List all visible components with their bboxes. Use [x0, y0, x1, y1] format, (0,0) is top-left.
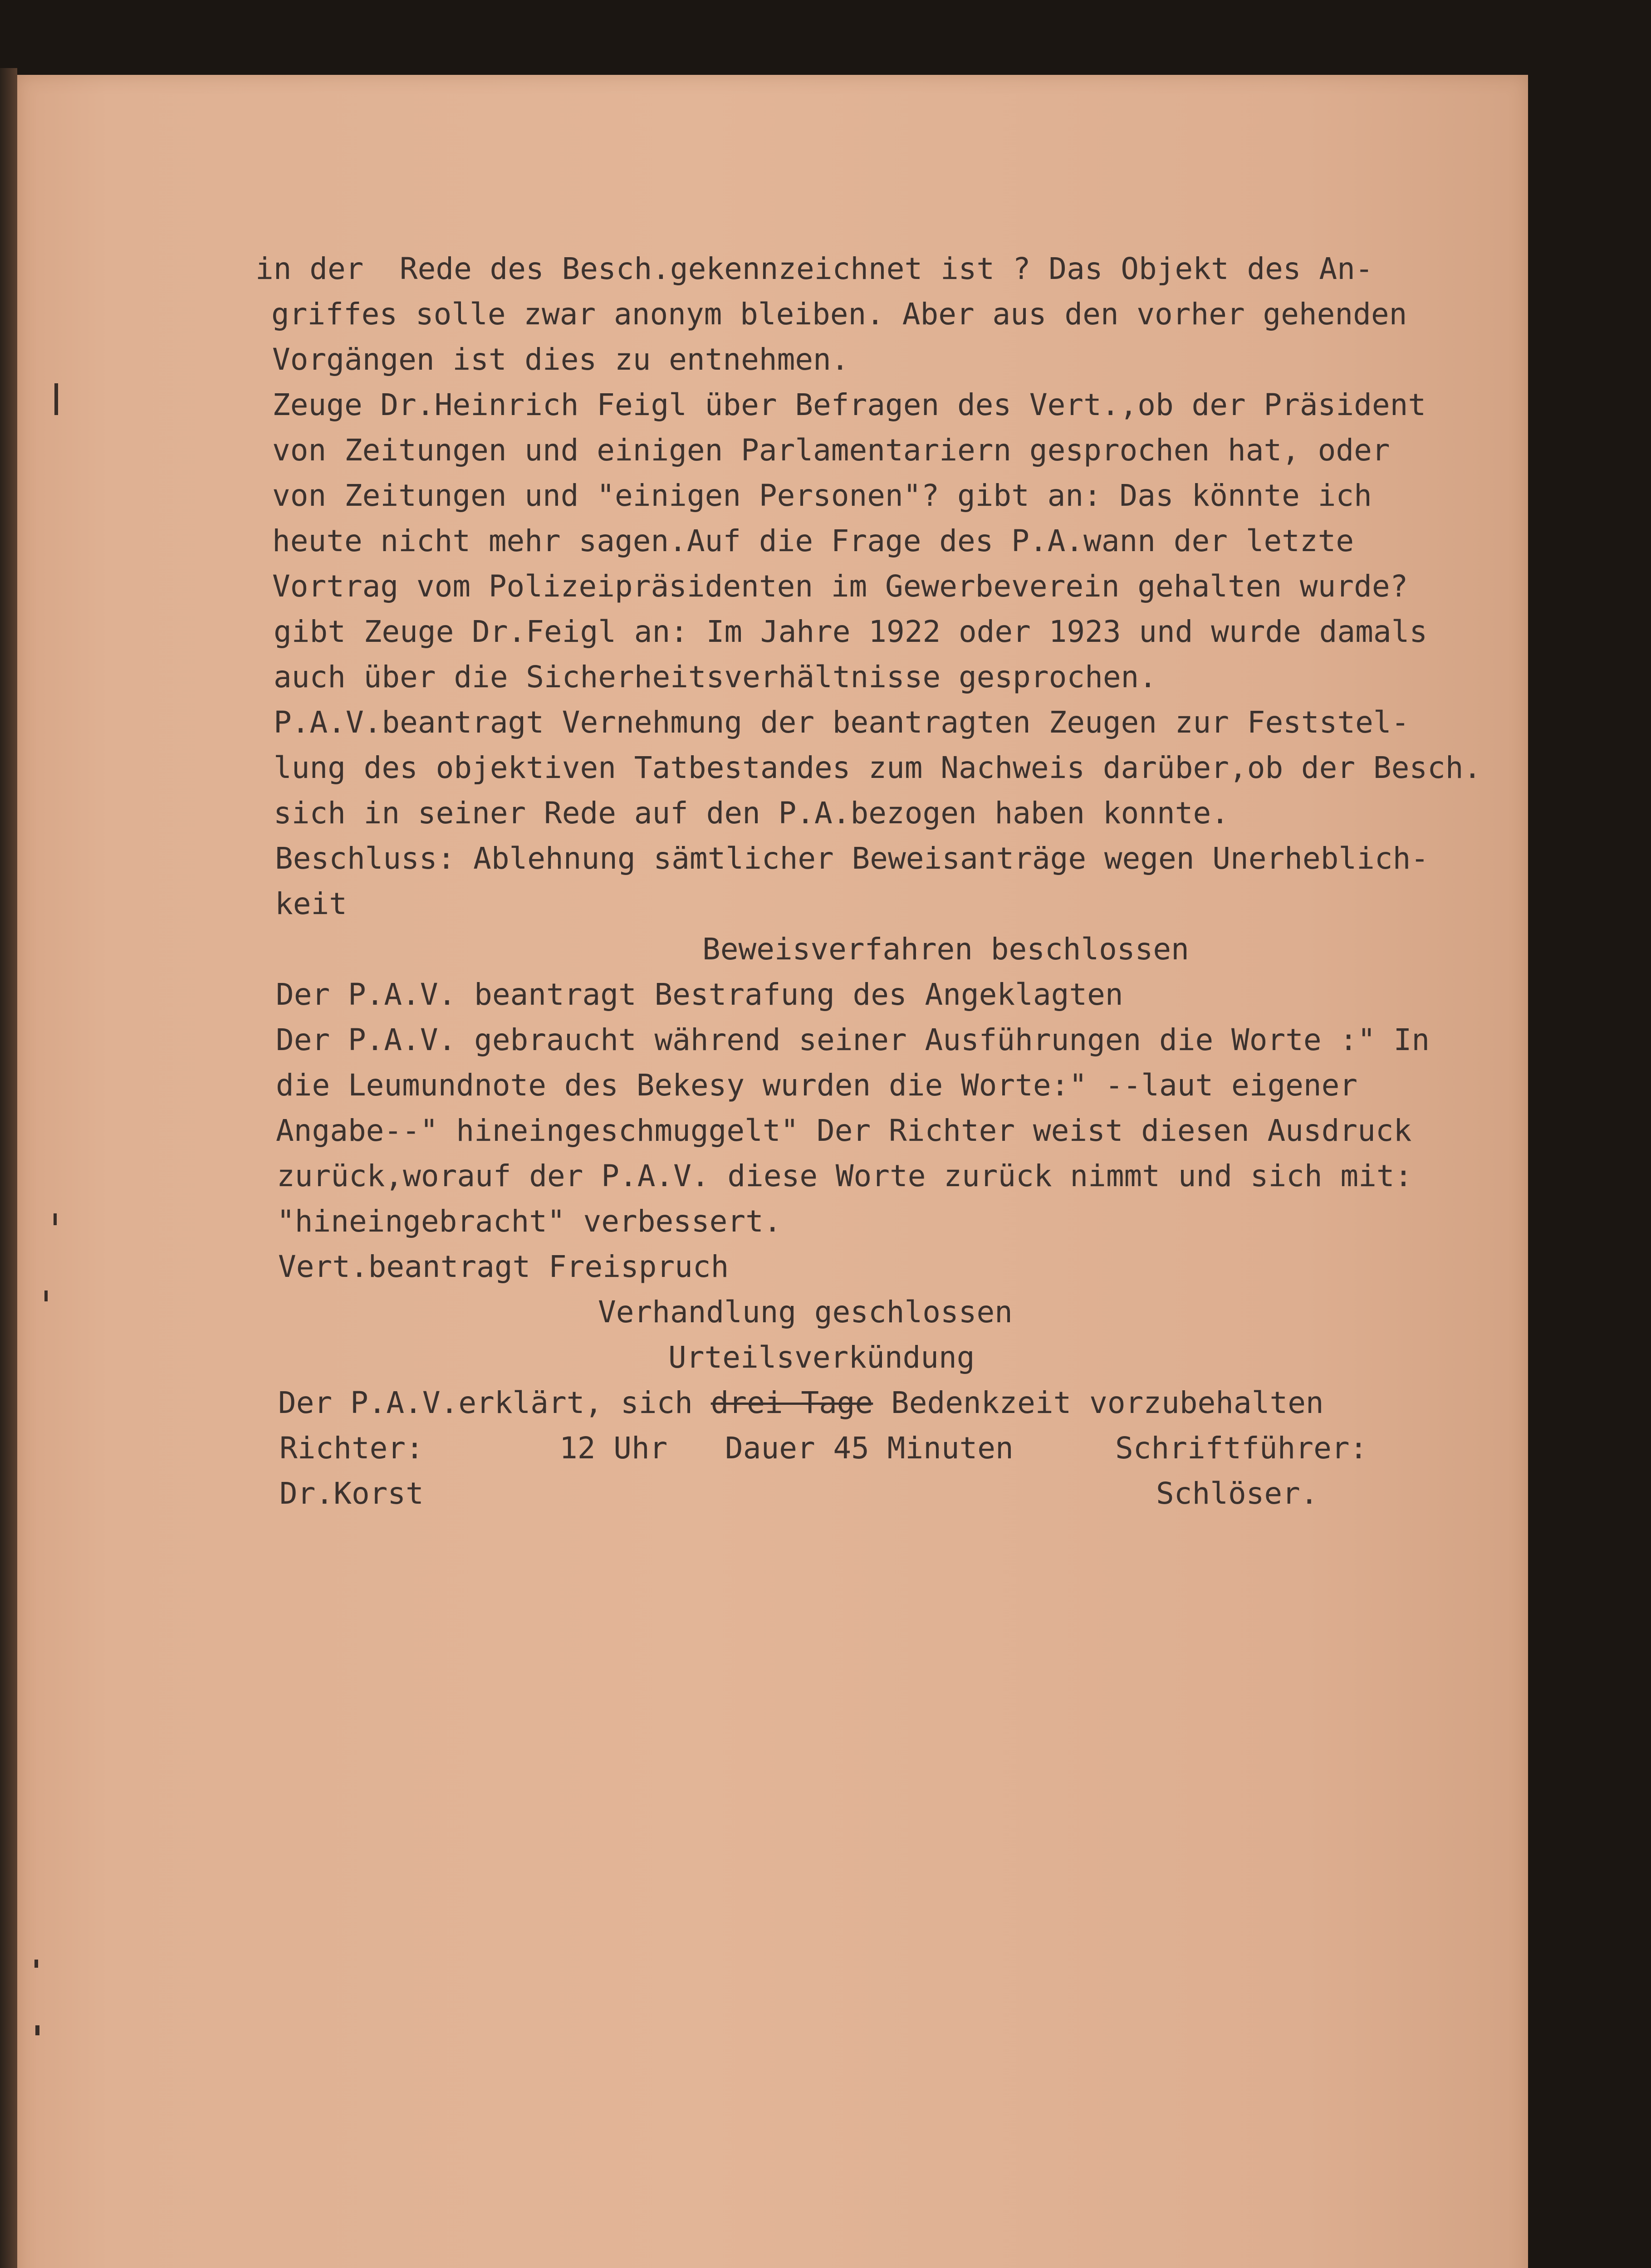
clerk-label: Schriftführer: — [1115, 1431, 1368, 1466]
text-line: Vorgängen ist dies zu entnehmen. — [272, 342, 849, 377]
struck-text: drei Tage — [710, 1385, 873, 1420]
text-line: "hineingebracht" verbessert. — [277, 1204, 782, 1239]
binding-hole-mark — [44, 1290, 48, 1301]
text-line: heute nicht mehr sagen.Auf die Frage des P.A.wann der letzte — [272, 523, 1354, 558]
session-duration: Dauer 45 Minuten — [725, 1431, 1014, 1466]
text-line: P.A.V.beantragt Vernehmung der beantragten Zeugen zur Feststel- — [274, 705, 1410, 740]
text-line: von Zeitungen und einigen Parlamentariern gesprochen hat, oder — [272, 433, 1390, 468]
text-line: Beschluss: Ablehnung sämtlicher Beweisanträge wegen Unerheblich- — [275, 841, 1429, 876]
declaration-after: Bedenkzeit vorzubehalten — [873, 1385, 1324, 1420]
text-line: sich in seiner Rede auf den P.A.bezogen haben konnte. — [274, 796, 1229, 831]
section-heading: Verhandlung geschlossen — [598, 1295, 1013, 1330]
binding-edge — [0, 68, 17, 2268]
text-line: gibt Zeuge Dr.Feigl an: Im Jahre 1922 oder 1923 und wurde damals — [274, 614, 1428, 649]
text-line: Der P.A.V. beantragt Bestrafung des Angeklagten — [276, 977, 1123, 1012]
judge-name: Dr.Korst — [279, 1476, 424, 1511]
clerk-name: Schlöser. — [1156, 1476, 1318, 1511]
text-line: zurück,worauf der P.A.V. diese Worte zurück nimmt und sich mit: — [277, 1158, 1413, 1193]
text-line: Der P.A.V. gebraucht während seiner Ausführungen die Worte :" In — [276, 1022, 1430, 1057]
text-line: lung des objektiven Tatbestandes zum Nachweis darüber,ob der Besch. — [274, 750, 1482, 785]
binding-hole-mark — [54, 383, 58, 415]
declaration-line — [278, 1385, 1324, 1420]
section-heading: Beweisverfahren beschlossen — [702, 932, 1189, 967]
typewritten-page — [17, 75, 1528, 2268]
text-line: auch über die Sicherheitsverhältnisse gesprochen. — [274, 660, 1157, 694]
section-heading: Urteilsverkündung — [668, 1340, 975, 1375]
text-line: keit — [275, 886, 347, 921]
binding-hole-mark — [34, 1960, 38, 1968]
text-line: Angabe--" hineingeschmuggelt" Der Richter weist diesen Ausdruck — [276, 1113, 1412, 1148]
declaration-before: Der P.A.V.erklärt, sich — [278, 1385, 711, 1420]
text-line: Zeuge Dr.Heinrich Feigl über Befragen des Vert.,ob der Präsident — [272, 387, 1426, 422]
text-line: in der Rede des Besch.gekennzeichnet ist ? Das Objekt des An- — [255, 251, 1373, 286]
session-time: 12 Uhr — [559, 1431, 668, 1466]
binding-hole-mark — [54, 1213, 57, 1225]
judge-label: Richter: — [279, 1431, 424, 1466]
text-line: griffes solle zwar anonym bleiben. Aber aus den vorher gehenden — [271, 297, 1407, 332]
text-line: Vert.beantragt Freispruch — [278, 1249, 729, 1284]
text-line: von Zeitungen und "einigen Personen"? gibt an: Das könnte ich — [272, 478, 1372, 513]
binding-hole-mark — [35, 2025, 39, 2035]
text-line: die Leumundnote des Bekesy wurden die Worte:" --laut eigener — [276, 1068, 1358, 1103]
text-line: Vortrag vom Polizeipräsidenten im Gewerbeverein gehalten wurde? — [272, 569, 1408, 604]
